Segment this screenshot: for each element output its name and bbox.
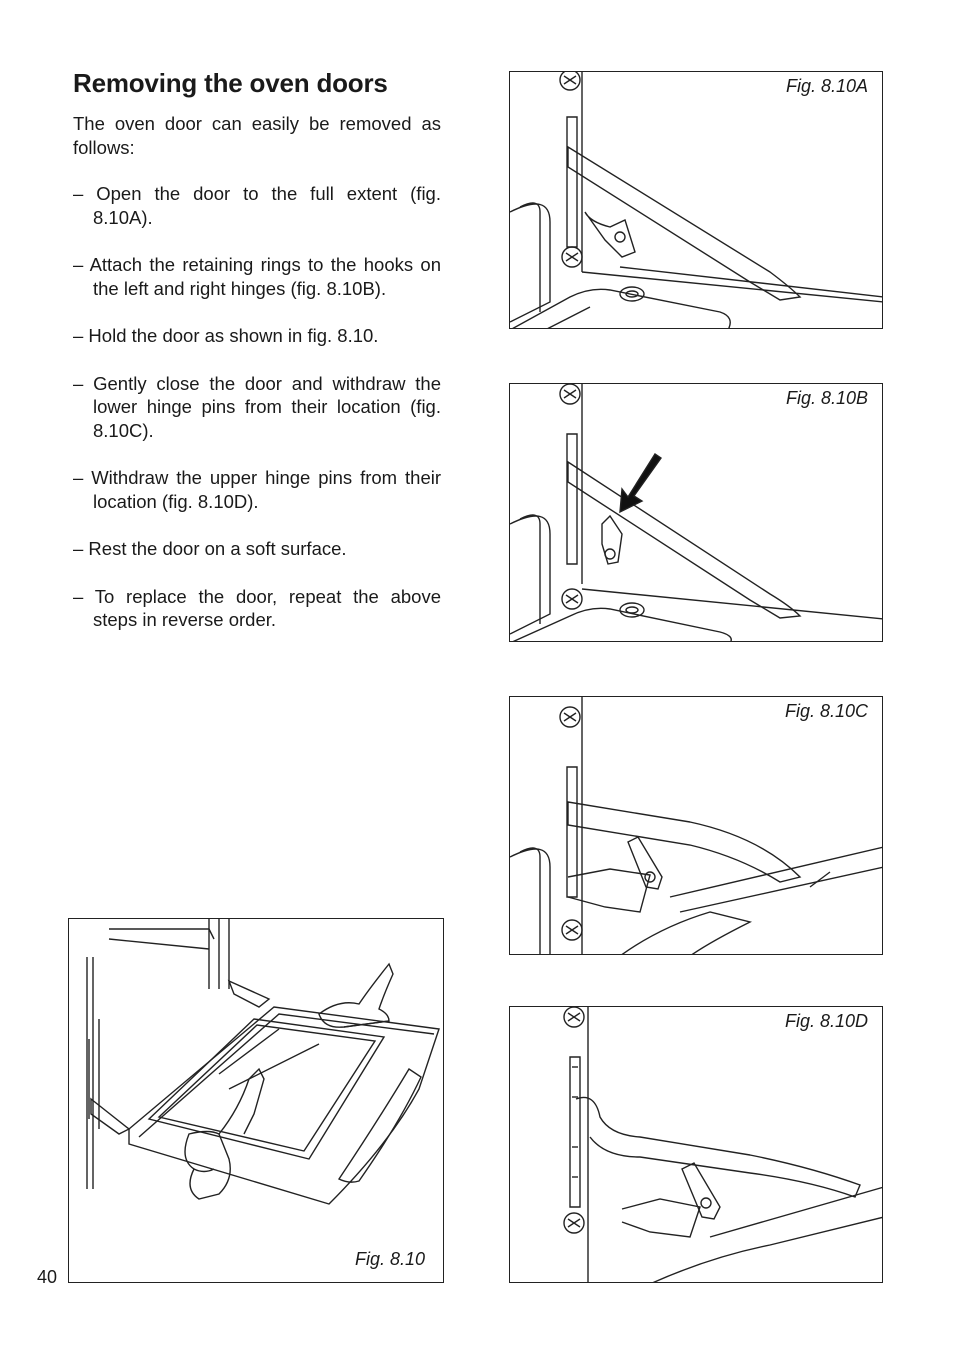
step-item: – Gently close the door and withdraw the lower hinge pins from their location (fig. 8.10C).: [73, 372, 441, 441]
hinge-open-illustration: [510, 72, 883, 329]
step-item: – To replace the door, repeat the above steps in reverse order.: [73, 585, 441, 630]
figure-8-10: [68, 918, 444, 1283]
intro-paragraph: The oven door can easily be removed as follows:: [73, 113, 441, 158]
section-heading: Removing the oven doors: [73, 68, 388, 98]
figure-caption: Fig. 8.10: [354, 1249, 425, 1269]
figure-caption: Fig. 8.10A: [785, 76, 868, 96]
step-item: – Hold the door as shown in fig. 8.10.: [73, 325, 379, 346]
upper-pin-illustration: [510, 1007, 883, 1283]
figure-caption: Fig. 8.10D: [784, 1011, 868, 1031]
step-item: – Open the door to the full extent (fig. 8.10A).: [73, 183, 441, 228]
figure-8-10a: [509, 71, 883, 329]
figure-caption: Fig. 8.10B: [785, 388, 868, 408]
step-item: – Withdraw the upper hinge pins from their location (fig. 8.10D).: [73, 467, 441, 512]
step-item: – Rest the door on a soft surface.: [73, 538, 347, 559]
lower-pin-illustration: [510, 697, 883, 955]
hinge-ring-illustration: [510, 384, 883, 642]
figure-caption: Fig. 8.10C: [784, 701, 868, 721]
instruction-steps: [73, 182, 441, 656]
step-item: – Attach the retaining rings to the hooks on the left and right hinges (fig. 8.10B).: [73, 254, 441, 299]
figure-8-10d: [509, 1006, 883, 1283]
figure-8-10b: [509, 383, 883, 642]
figure-8-10c: [509, 696, 883, 955]
page-number: 40: [37, 1267, 58, 1287]
door-removal-illustration: [69, 919, 444, 1283]
